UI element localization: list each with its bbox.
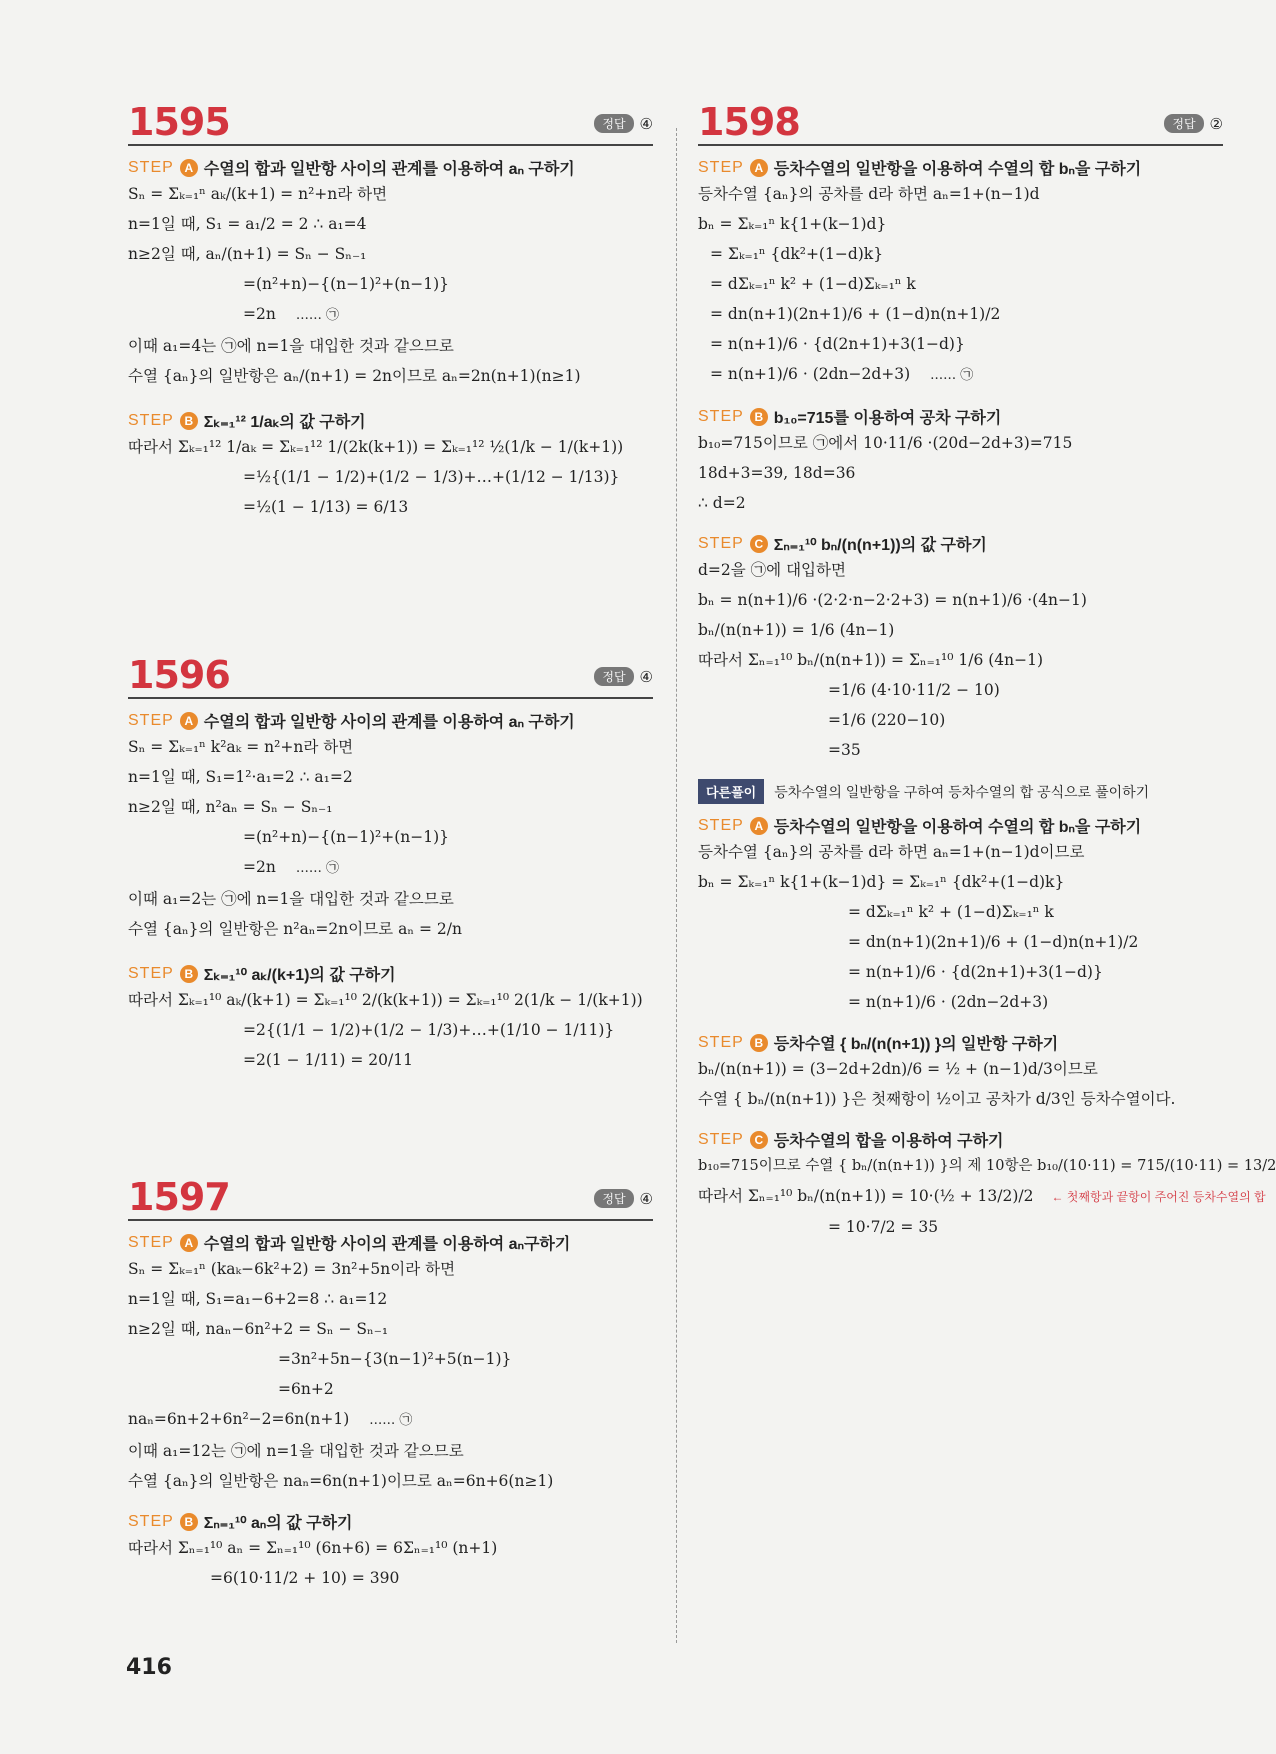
step-a bbox=[128, 1231, 653, 1254]
step-label: STEP bbox=[128, 1233, 174, 1251]
step-label: STEP bbox=[698, 816, 744, 834]
step-label: STEP bbox=[698, 1130, 744, 1148]
step-letter: A bbox=[180, 159, 198, 177]
alt-description: 등차수열의 일반항을 구하여 등차수열의 합 공식으로 풀이하기 bbox=[774, 783, 1150, 800]
solution-line: =35 bbox=[828, 741, 861, 759]
solution-line: = dn(n+1)(2n+1)/6 + (1−d)n(n+1)/2 bbox=[710, 305, 1001, 323]
step-title: Σₙ₌₁¹⁰ bₙ/(n(n+1))의 값 구하기 bbox=[773, 537, 987, 554]
alternative-solution-header bbox=[698, 779, 1223, 804]
solution-line: =½{(1/1 − 1/2)+(1/2 − 1/3)+…+(1/12 − 1/13)} bbox=[243, 468, 620, 486]
step-label: STEP bbox=[128, 1512, 174, 1530]
step-label: STEP bbox=[698, 407, 744, 425]
step-title: 수열의 합과 일반항 사이의 관계를 이용하여 aₙ 구하기 bbox=[203, 714, 575, 731]
solution-line: =2{(1/1 − 1/2)+(1/2 − 1/3)+…+(1/10 − 1/11)} bbox=[243, 1021, 615, 1039]
solution-line: 이때 a₁=4는 ㉠에 n=1을 대입한 것과 같으므로 bbox=[128, 337, 454, 355]
solution-line: = dΣₖ₌₁ⁿ k² + (1−d)Σₖ₌₁ⁿ k bbox=[848, 903, 1054, 921]
answer-tag: 정답 bbox=[594, 1189, 633, 1208]
solution-line: n=1일 때, S₁ = a₁/2 = 2 ∴ a₁=4 bbox=[128, 215, 367, 233]
step-b bbox=[128, 409, 653, 432]
solution-line bbox=[128, 852, 653, 884]
solution-line: Sₙ = Σₖ₌₁ⁿ (kaₖ−6k²+2) = 3n²+5n이라 하면 bbox=[128, 1260, 456, 1278]
problem-1597 bbox=[128, 1175, 653, 1593]
solution-line: = n(n+1)/6 · {d(2n+1)+3(1−d)} bbox=[710, 335, 965, 353]
step-letter: B bbox=[750, 1034, 768, 1052]
problem-number: 1598 bbox=[698, 100, 800, 144]
annotation-note: ← 첫째항과 끝항이 주어진 등차수열의 합 bbox=[1051, 1190, 1266, 1204]
solution-line: bₙ = n(n+1)/6 ·(2·2·n−2·2+3) = n(n+1)/6 ·(4n−1) bbox=[698, 591, 1087, 609]
solution-line: 따라서 Σₙ₌₁¹⁰ aₙ = Σₙ₌₁¹⁰ (6n+6) = 6Σₙ₌₁¹⁰ (n+1) bbox=[128, 1539, 498, 1557]
solution-line: =½(1 − 1/13) = 6/13 bbox=[243, 498, 409, 516]
solution-line: 수열 { bₙ/(n(n+1)) }은 첫째항이 ½이고 공차가 d/3인 등차수열이다. bbox=[698, 1090, 1176, 1108]
solution-line: =1/6 (220−10) bbox=[828, 711, 946, 729]
problem-1598 bbox=[698, 100, 1276, 1242]
solution-line: n=1일 때, S₁=1²·a₁=2 ∴ a₁=2 bbox=[128, 768, 353, 786]
solution-line bbox=[698, 359, 1223, 391]
step-title: Σₙ₌₁¹⁰ aₙ의 값 구하기 bbox=[203, 1515, 353, 1532]
step-label: STEP bbox=[128, 964, 174, 982]
problem-header bbox=[128, 100, 653, 146]
solution-line: = dn(n+1)(2n+1)/6 + (1−d)n(n+1)/2 bbox=[848, 933, 1139, 951]
step-letter: B bbox=[750, 408, 768, 426]
step-letter: A bbox=[180, 1234, 198, 1252]
solution-line: 따라서 Σₖ₌₁¹⁰ aₖ/(k+1) = Σₖ₌₁¹⁰ 2/(k(k+1)) = Σₖ₌₁¹⁰ 2(1/k − 1/(k+1)) bbox=[128, 991, 643, 1009]
solution-line: bₙ/(n(n+1)) = (3−2d+2dn)/6 = ½ + (n−1)d/3이므로 bbox=[698, 1060, 1098, 1078]
step-title: 등차수열의 일반항을 이용하여 수열의 합 bₙ을 구하기 bbox=[773, 819, 1142, 836]
solution-line: =(n²+n)−{(n−1)²+(n−1)} bbox=[243, 275, 450, 293]
solution-line: 등차수열 {aₙ}의 공차를 d라 하면 aₙ=1+(n−1)d bbox=[698, 185, 1040, 203]
line-text: =2n bbox=[243, 858, 276, 876]
solution-line: =6n+2 bbox=[278, 1380, 334, 1398]
step-title: b₁₀=715를 이용하여 공차 구하기 bbox=[773, 410, 1002, 427]
step-label: STEP bbox=[698, 534, 744, 552]
step-letter: B bbox=[180, 965, 198, 983]
step-title: Σₖ₌₁¹⁰ aₖ/(k+1)의 값 구하기 bbox=[203, 967, 396, 984]
alt-step-c bbox=[698, 1128, 1223, 1151]
solution-line: 이때 a₁=12는 ㉠에 n=1을 대입한 것과 같으므로 bbox=[128, 1442, 464, 1460]
line-text: =2n bbox=[243, 305, 276, 323]
alt-step-b bbox=[698, 1031, 1223, 1054]
solution-line: 수열 {aₙ}의 일반항은 aₙ/(n+1) = 2n이므로 aₙ=2n(n+1)(n≥1) bbox=[128, 367, 581, 385]
line-text: naₙ=6n+2+6n²−2=6n(n+1) bbox=[128, 1410, 350, 1428]
equation-mark: …… ㉠ bbox=[295, 308, 339, 323]
line-text: = n(n+1)/6 · (2dn−2d+3) bbox=[710, 365, 911, 383]
problem-header bbox=[128, 1175, 653, 1221]
answer-value: ④ bbox=[639, 667, 653, 686]
problem-1595 bbox=[128, 100, 653, 522]
solution-line: = n(n+1)/6 · {d(2n+1)+3(1−d)} bbox=[848, 963, 1103, 981]
problem-header bbox=[128, 653, 653, 699]
step-letter: A bbox=[180, 712, 198, 730]
alt-step-a bbox=[698, 814, 1223, 837]
step-a bbox=[128, 709, 653, 732]
step-label: STEP bbox=[128, 158, 174, 176]
step-letter: B bbox=[180, 1513, 198, 1531]
step-title: 수열의 합과 일반항 사이의 관계를 이용하여 aₙ 구하기 bbox=[203, 161, 575, 178]
step-title: 수열의 합과 일반항 사이의 관계를 이용하여 aₙ구하기 bbox=[203, 1236, 571, 1253]
step-a bbox=[698, 156, 1223, 179]
solution-line bbox=[128, 1404, 653, 1436]
step-letter: C bbox=[750, 1131, 768, 1149]
step-title: 등차수열의 일반항을 이용하여 수열의 합 bₙ을 구하기 bbox=[773, 161, 1142, 178]
column-divider bbox=[676, 128, 677, 1643]
solution-line: bₙ = Σₖ₌₁ⁿ k{1+(k−1)d} bbox=[698, 215, 887, 233]
solution-line: =(n²+n)−{(n−1)²+(n−1)} bbox=[243, 828, 450, 846]
solution-line: ∴ d=2 bbox=[698, 494, 746, 512]
answer-tag: 정답 bbox=[594, 114, 633, 133]
solution-line: =1/6 (4·10·11/2 − 10) bbox=[828, 681, 1000, 699]
alt-badge: 다른풀이 bbox=[698, 779, 764, 804]
solution-line: n=1일 때, S₁=a₁−6+2=8 ∴ a₁=12 bbox=[128, 1290, 388, 1308]
step-letter: A bbox=[750, 159, 768, 177]
equation-mark: …… ㉠ bbox=[930, 368, 974, 383]
page-number: 416 bbox=[126, 1655, 172, 1680]
solution-line: = 10·7/2 = 35 bbox=[828, 1218, 939, 1236]
solution-line bbox=[128, 299, 653, 331]
solution-line: =2(1 − 1/11) = 20/11 bbox=[243, 1051, 413, 1069]
step-title: 등차수열 { bₙ/(n(n+1)) }의 일반항 구하기 bbox=[773, 1036, 1059, 1053]
solution-line: b₁₀=715이므로 수열 { bₙ/(n(n+1)) }의 제 10항은 b₁₀/(10·11) = 715/(10·11) = 13/2 bbox=[698, 1158, 1276, 1174]
problem-number: 1596 bbox=[128, 653, 230, 697]
line-text: 따라서 Σₙ₌₁¹⁰ bₙ/(n(n+1)) = 10·(½ + 13/2)/2 bbox=[698, 1187, 1034, 1205]
problem-1596 bbox=[128, 653, 653, 1075]
solution-line: 등차수열 {aₙ}의 공차를 d라 하면 aₙ=1+(n−1)d이므로 bbox=[698, 843, 1085, 861]
answer-badge bbox=[594, 114, 653, 133]
step-letter: C bbox=[750, 535, 768, 553]
step-letter: A bbox=[750, 817, 768, 835]
step-label: STEP bbox=[128, 711, 174, 729]
solution-line: n≥2일 때, n²aₙ = Sₙ − Sₙ₋₁ bbox=[128, 798, 333, 816]
answer-tag: 정답 bbox=[1164, 114, 1203, 133]
solution-line: =3n²+5n−{3(n−1)²+5(n−1)} bbox=[278, 1350, 512, 1368]
answer-value: ④ bbox=[639, 114, 653, 133]
solution-line: b₁₀=715이므로 ㉠에서 10·11/6 ·(20d−2d+3)=715 bbox=[698, 434, 1073, 452]
solution-line: Sₙ = Σₖ₌₁ⁿ k²aₖ = n²+n라 하면 bbox=[128, 738, 354, 756]
answer-value: ④ bbox=[639, 1189, 653, 1208]
step-label: STEP bbox=[128, 411, 174, 429]
solution-line: bₙ = Σₖ₌₁ⁿ k{1+(k−1)d} = Σₖ₌₁ⁿ {dk²+(1−d)k} bbox=[698, 873, 1065, 891]
step-b bbox=[698, 405, 1223, 428]
solution-line: =6(10·11/2 + 10) = 390 bbox=[210, 1569, 400, 1587]
solution-line bbox=[698, 1181, 1266, 1212]
equation-mark: …… ㉠ bbox=[369, 1413, 413, 1428]
solution-line: n≥2일 때, aₙ/(n+1) = Sₙ − Sₙ₋₁ bbox=[128, 245, 367, 263]
solution-line: 이때 a₁=2는 ㉠에 n=1을 대입한 것과 같으므로 bbox=[128, 890, 454, 908]
step-label: STEP bbox=[698, 158, 744, 176]
solution-line: bₙ/(n(n+1)) = 1/6 (4n−1) bbox=[698, 621, 895, 639]
answer-badge bbox=[594, 667, 653, 686]
step-letter: B bbox=[180, 412, 198, 430]
step-title: Σₖ₌₁¹² 1/aₖ의 값 구하기 bbox=[203, 414, 366, 431]
answer-badge bbox=[1164, 114, 1223, 133]
problem-number: 1597 bbox=[128, 1175, 230, 1219]
solution-line: 수열 {aₙ}의 일반항은 n²aₙ=2n이므로 aₙ = 2/n bbox=[128, 920, 462, 938]
solution-line: d=2을 ㉠에 대입하면 bbox=[698, 561, 846, 579]
answer-badge bbox=[594, 1189, 653, 1208]
solution-line: = Σₖ₌₁ⁿ {dk²+(1−d)k} bbox=[710, 245, 884, 263]
solution-line: 따라서 Σₖ₌₁¹² 1/aₖ = Σₖ₌₁¹² 1/(2k(k+1)) = Σₖ₌₁¹² ½(1/k − 1/(k+1)) bbox=[128, 438, 624, 456]
step-title: 등차수열의 합을 이용하여 구하기 bbox=[773, 1133, 1004, 1150]
equation-mark: …… ㉠ bbox=[295, 861, 339, 876]
solution-line: n≥2일 때, naₙ−6n²+2 = Sₙ − Sₙ₋₁ bbox=[128, 1320, 389, 1338]
step-c bbox=[698, 532, 1223, 555]
step-b bbox=[128, 1510, 653, 1533]
solution-line: 따라서 Σₙ₌₁¹⁰ bₙ/(n(n+1)) = Σₙ₌₁¹⁰ 1/6 (4n−1) bbox=[698, 651, 1044, 669]
solution-line: 수열 {aₙ}의 일반항은 naₙ=6n(n+1)이므로 aₙ=6n+6(n≥1) bbox=[128, 1472, 554, 1490]
answer-value: ② bbox=[1209, 114, 1223, 133]
step-b bbox=[128, 962, 653, 985]
solution-line: = n(n+1)/6 · (2dn−2d+3) bbox=[848, 993, 1049, 1011]
step-a bbox=[128, 156, 653, 179]
problem-number: 1595 bbox=[128, 100, 230, 144]
step-label: STEP bbox=[698, 1033, 744, 1051]
solution-line: Sₙ = Σₖ₌₁ⁿ aₖ/(k+1) = n²+n라 하면 bbox=[128, 185, 388, 203]
problem-header bbox=[698, 100, 1223, 146]
solution-line: = dΣₖ₌₁ⁿ k² + (1−d)Σₖ₌₁ⁿ k bbox=[710, 275, 916, 293]
solution-line: 18d+3=39, 18d=36 bbox=[698, 464, 856, 482]
answer-tag: 정답 bbox=[594, 667, 633, 686]
